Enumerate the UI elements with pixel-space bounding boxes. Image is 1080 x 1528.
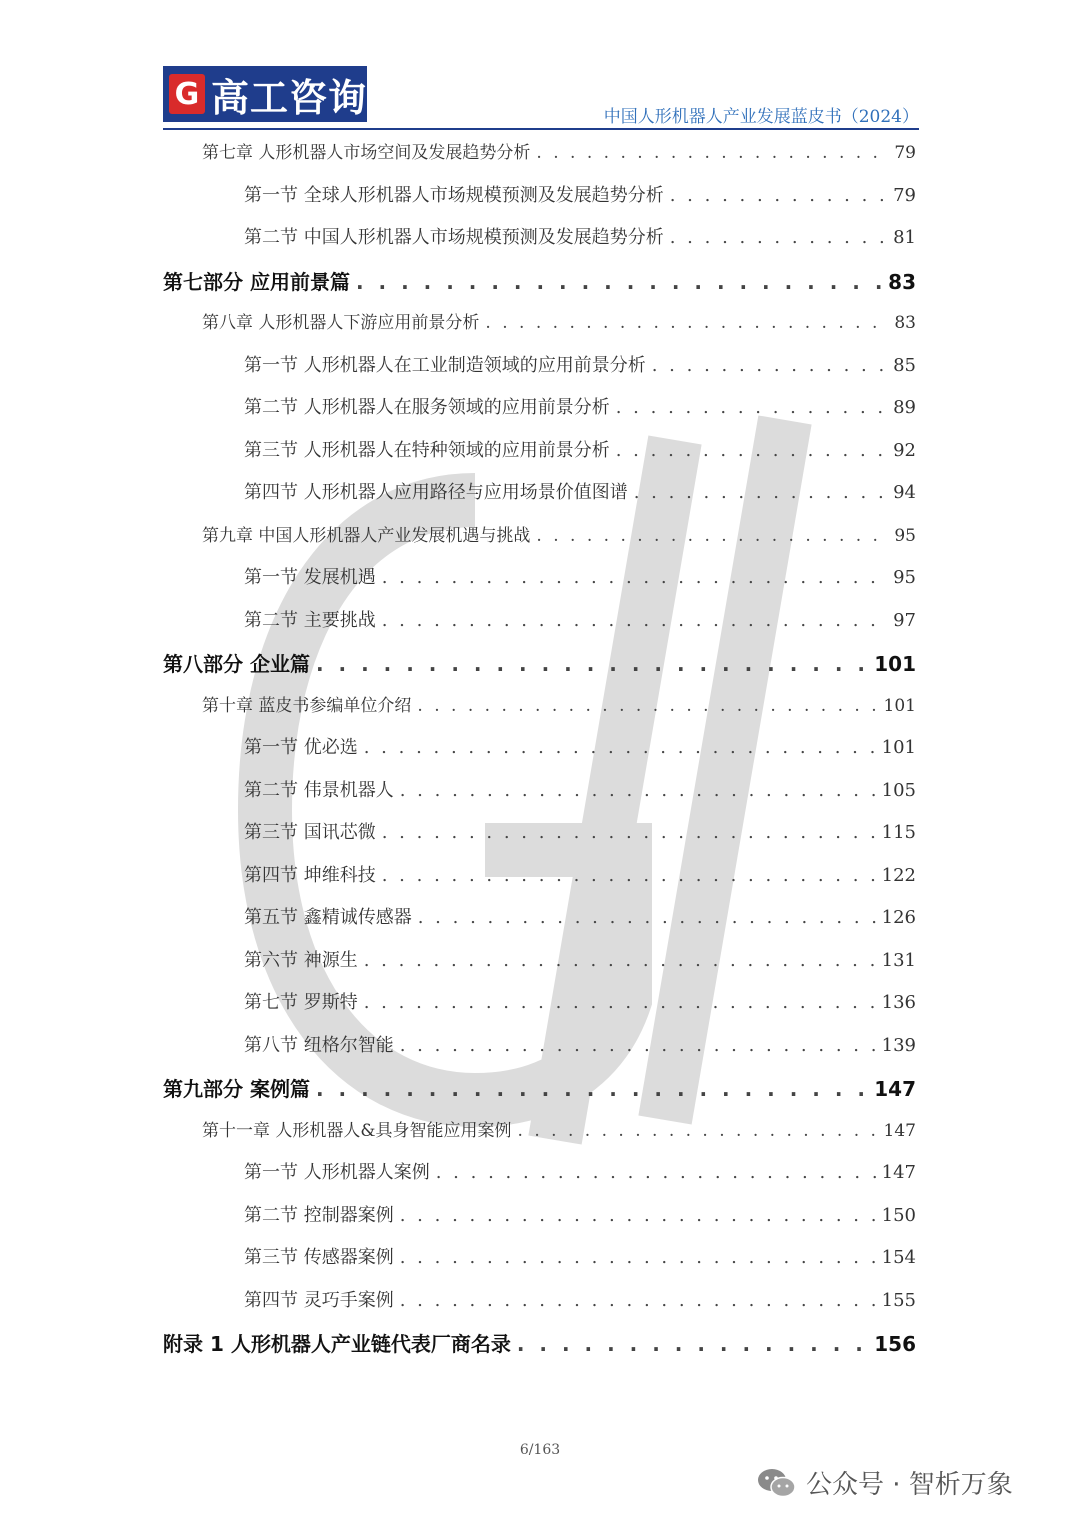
toc-section-row[interactable] <box>244 988 916 1014</box>
toc-dot-leader <box>616 440 887 461</box>
toc-entry-title: 第四节 灵巧手案例 <box>244 1289 394 1311</box>
toc-section-row[interactable] <box>244 1158 916 1184</box>
toc-part-row[interactable] <box>163 266 916 295</box>
toc-entry-title: 第一节 发展机遇 <box>244 567 376 588</box>
toc-entry-title: 第八节 纽格尔智能 <box>244 1034 394 1056</box>
toc-entry-page: 83 <box>888 269 916 294</box>
toc-entry-page: 81 <box>893 227 916 248</box>
toc-entry-page: 79 <box>893 184 916 206</box>
toc-entry-page: 92 <box>893 439 916 461</box>
toc-dot-leader <box>400 780 876 801</box>
toc-entry-title: 第二节 人形机器人在服务领域的应用前景分析 <box>244 397 610 418</box>
toc-dot-leader <box>356 270 882 294</box>
toc-entry-title: 第二节 伟景机器人 <box>244 779 394 801</box>
toc-dot-leader <box>670 185 887 206</box>
toc-dot-leader <box>364 992 876 1013</box>
toc-entry-page: 97 <box>893 609 916 631</box>
toc-section-row[interactable] <box>244 393 916 419</box>
toc-entry-page: 156 <box>874 1332 916 1356</box>
toc-section-row[interactable] <box>244 563 916 589</box>
toc-section-row[interactable] <box>244 1243 916 1269</box>
toc-entry-title: 第九部分 案例篇 <box>163 1077 310 1101</box>
toc-entry-page: 131 <box>881 949 916 971</box>
header-divider <box>163 128 919 130</box>
toc-entry-page: 115 <box>881 822 916 843</box>
toc-entry-title: 第七章 人形机器人市场空间及发展趋势分析 <box>202 143 531 163</box>
toc-entry-page: 122 <box>881 864 916 886</box>
toc-section-row[interactable] <box>244 861 916 887</box>
toc-dot-leader <box>382 822 876 843</box>
toc-dot-leader <box>316 652 868 676</box>
toc-dot-leader <box>418 907 876 928</box>
toc-entry-title: 第五节 鑫精诚传感器 <box>244 907 412 928</box>
toc-dot-leader <box>382 610 887 631</box>
toc-entry-page: 147 <box>881 1162 916 1183</box>
wechat-account-label: 公众号 · 智析万象 <box>806 1470 1013 1500</box>
toc-section-row[interactable] <box>244 1201 916 1227</box>
toc-dot-leader <box>536 143 888 163</box>
toc-entry-page: 89 <box>893 397 916 418</box>
logo-badge: G <box>169 74 205 114</box>
toc-entry-page: 154 <box>881 1247 916 1268</box>
toc-dot-leader <box>634 482 887 503</box>
toc-entry-page: 79 <box>894 143 916 163</box>
toc-dot-leader <box>316 1077 868 1101</box>
toc-entry-title: 第四节 人形机器人应用路径与应用场景价值图谱 <box>244 482 628 503</box>
toc-entry-page: 126 <box>881 907 916 928</box>
toc-dot-leader <box>382 865 876 886</box>
toc-dot-leader <box>400 1205 876 1226</box>
toc-dot-leader <box>517 1332 868 1356</box>
toc-dot-leader <box>436 1162 876 1183</box>
wechat-account-watermark <box>756 1464 1013 1501</box>
toc-chapter-row[interactable] <box>202 138 916 163</box>
toc-section-row[interactable] <box>244 946 916 972</box>
toc-chapter-row[interactable] <box>202 308 916 333</box>
toc-section-row[interactable] <box>244 903 916 929</box>
wechat-icon <box>756 1466 798 1500</box>
toc-entry-page: 155 <box>881 1289 916 1311</box>
toc-part-row[interactable] <box>163 1328 916 1357</box>
toc-part-row[interactable] <box>163 1073 916 1102</box>
company-logo <box>163 66 367 122</box>
toc-dot-leader <box>400 1035 876 1056</box>
toc-dot-leader <box>536 526 888 546</box>
toc-dot-leader <box>485 313 888 333</box>
toc-dot-leader <box>364 950 876 971</box>
toc-entry-title: 第八部分 企业篇 <box>163 652 310 676</box>
page-header <box>163 66 919 126</box>
toc-entry-title: 第一节 人形机器人案例 <box>244 1162 430 1183</box>
toc-entry-page: 105 <box>881 779 916 801</box>
toc-entry-title: 第二节 控制器案例 <box>244 1204 394 1226</box>
toc-entry-title: 第八章 人形机器人下游应用前景分析 <box>202 313 480 333</box>
toc-entry-title: 第一节 优必选 <box>244 737 358 758</box>
toc-entry-page: 101 <box>883 695 916 716</box>
toc-entry-title: 第一节 全球人形机器人市场规模预测及发展趋势分析 <box>244 184 664 206</box>
toc-dot-leader <box>417 696 877 716</box>
toc-entry-page: 95 <box>893 567 916 588</box>
toc-entry-title: 第二节 主要挑战 <box>244 609 376 631</box>
toc-section-row[interactable] <box>244 776 916 802</box>
toc-entry-title: 第四节 坤维科技 <box>244 864 376 886</box>
toc-dot-leader <box>382 567 887 588</box>
toc-section-row[interactable] <box>244 733 916 759</box>
toc-entry-title: 第一节 人形机器人在工业制造领域的应用前景分析 <box>244 354 646 376</box>
toc-section-row[interactable] <box>244 818 916 844</box>
toc-chapter-row[interactable] <box>202 1116 916 1141</box>
toc-entry-page: 147 <box>883 1120 916 1141</box>
toc-dot-leader <box>670 227 887 248</box>
toc-section-row[interactable] <box>244 1286 916 1312</box>
toc-section-row[interactable] <box>244 223 916 249</box>
toc-section-row[interactable] <box>244 1031 916 1057</box>
toc-entry-page: 139 <box>881 1034 916 1056</box>
toc-dot-leader <box>400 1290 876 1311</box>
logo-text: 高工咨询 <box>210 75 367 120</box>
toc-section-row[interactable] <box>244 478 916 504</box>
toc-section-row[interactable] <box>244 351 916 377</box>
toc-dot-leader <box>364 737 876 758</box>
toc-entry-title: 第三节 人形机器人在特种领域的应用前景分析 <box>244 439 610 461</box>
toc-dot-leader <box>518 1121 878 1141</box>
toc-entry-page: 150 <box>881 1204 916 1226</box>
toc-entry-title: 第六节 神源生 <box>244 949 358 971</box>
toc-section-row[interactable] <box>244 181 916 207</box>
toc-dot-leader <box>652 355 887 376</box>
report-title: 中国人形机器人产业发展蓝皮书（2024） <box>603 107 919 127</box>
toc-entry-title: 第二节 中国人形机器人市场规模预测及发展趋势分析 <box>244 227 664 248</box>
toc-part-row[interactable] <box>163 648 916 677</box>
toc-entry-title: 第九章 中国人形机器人产业发展机遇与挑战 <box>202 525 531 546</box>
toc-entry-page: 147 <box>874 1077 916 1101</box>
toc-section-row[interactable] <box>244 606 916 632</box>
toc-entry-title: 第三节 传感器案例 <box>244 1247 394 1268</box>
toc-entry-page: 95 <box>894 525 916 546</box>
toc-entry-title: 第七节 罗斯特 <box>244 992 358 1013</box>
toc-entry-page: 85 <box>893 354 916 376</box>
toc-entry-title: 附录 1 人形机器人产业链代表厂商名录 <box>163 1332 511 1356</box>
toc-chapter-row[interactable] <box>202 691 916 716</box>
toc-entry-page: 136 <box>881 992 916 1013</box>
page-number: 6/163 <box>519 1442 561 1458</box>
toc-entry-title: 第七部分 应用前景篇 <box>163 269 350 294</box>
toc-entry-title: 第十章 蓝皮书参编单位介绍 <box>202 695 412 716</box>
toc-chapter-row[interactable] <box>202 521 916 546</box>
toc-dot-leader <box>616 397 887 418</box>
toc-entry-title: 第十一章 人形机器人&具身智能应用案例 <box>202 1120 512 1141</box>
toc-entry-page: 101 <box>874 652 916 676</box>
toc-dot-leader <box>400 1247 876 1268</box>
toc-section-row[interactable] <box>244 436 916 462</box>
toc-entry-page: 83 <box>894 313 916 333</box>
toc-entry-page: 101 <box>881 737 916 758</box>
toc-entry-title: 第三节 国讯芯微 <box>244 822 376 843</box>
toc-entry-page: 94 <box>893 482 916 503</box>
